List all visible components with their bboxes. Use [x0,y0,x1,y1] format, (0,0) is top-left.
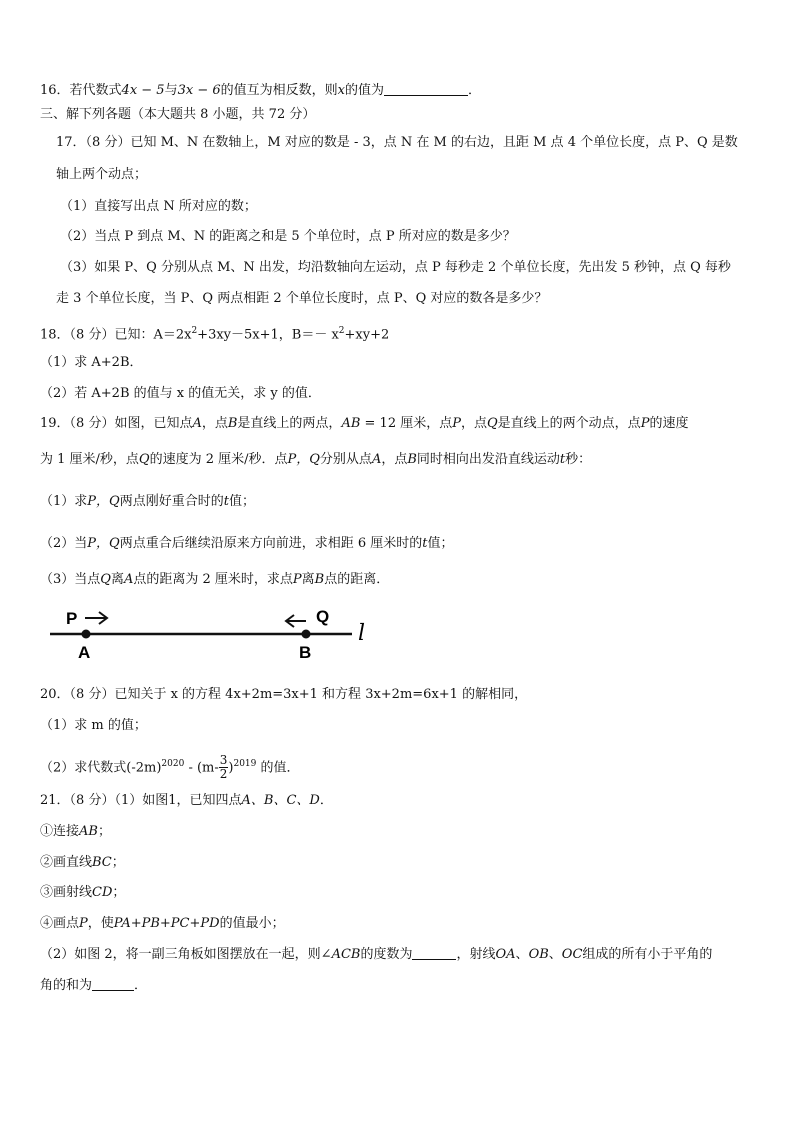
label-b: B [299,643,312,662]
question-19-part1: （1）求P，Q两点刚好重合时的t值； [40,494,255,509]
question-18: 18．（8 分）已知：$A=2x^2+3xy-5x+1$，$B=- x^2+xy+2$ [40,326,390,343]
question-19-line2: 为 1 厘米/秒，点Q的速度为 2 厘米/秒．点P，Q分别从点A，点B同时相向出发沿直线运动t秒： [40,452,592,467]
question-19-part2: （2）当P，Q两点重合后继续沿原来方向前进，求相距 6 厘米时的t值； [40,536,454,551]
question-20-part2: （2）求代数式$(-2m)^{2020} - (m-$ $\frac{3}{2}$ )$^{2019}$ 的值． [40,753,300,782]
question-21-step1: ①连接AB； [40,824,111,839]
question-17-part3-line2: 走 3 个单位长度，当 P、Q 两点相距 2 个单位长度时，点 P、Q 对应的数各是多少？ [56,291,548,306]
number-line-figure [40,598,380,668]
point-b-dot [302,630,311,639]
answer-blank [92,978,134,991]
question-17-part3-line1: （3）如果 P、Q 分别从点 M、N 出发，均沿数轴向左运动，点 P 每秒走 2 个单位长度，先出发 5 秒钟，点 Q 每秒 [60,260,731,275]
arrow-right-icon [85,612,107,624]
label-q: Q [316,607,330,626]
question-16: 16．若代数式4x − 5与3x − 6的值互为相反数，则x的值为 ． [40,83,482,98]
question-20: 20．（8 分）已知关于 x 的方程 4x+2m=3x+1 和方程 3x+2m=6x+1 的解相同， [40,687,528,702]
section-heading: 三、解下列各题（本大题共 8 小题，共 72 分） [40,107,316,122]
answer-blank [412,947,456,960]
question-21-step4: ④画点P，使PA+PB+PC+PD的值最小； [40,916,285,931]
question-17-line1: 17．（8 分）已知 M、N 在数轴上，M 对应的数是 - 3，点 N 在 M 的右边，且距 M 点 4 个单位长度，点 P、Q 是数 [56,135,738,150]
label-l: l [358,621,366,646]
question-21-step2: ②画直线BC； [40,855,125,870]
arrow-left-icon [286,615,306,627]
label-p: P [66,609,78,628]
question-19-part3: （3）当点Q离A点的距离为 2 厘米时，求点P离B点的距离． [40,572,390,587]
question-19-line1: 19．（8 分）如图，已知点A，点B是直线上的两点，AB = 12 厘米，点P，点Q是直线上的两个动点，点P的速度 [40,416,689,431]
question-21-part2-line2: 角的和为 ． [40,978,148,993]
answer-blank [384,83,468,96]
question-20-part1: （1）求 m 的值； [40,718,147,733]
question-17-part2: （2）当点 P 到点 M、N 的距离之和是 5 个单位时，点 P 所对应的数是多少？ [60,229,516,244]
question-21-step3: ③画射线CD； [40,885,126,900]
question-17-part1: （1）直接写出点 N 所对应的数； [60,199,257,214]
question-21-part2-line1: （2）如图 2，将一副三角板如图摆放在一起，则∠ACB的度数为 ，射线OA、OB、OC组成的所有小于平角的 [40,947,713,962]
question-21: 21．（8 分）（1）如图1，已知四点A、B、C、D． [40,793,333,808]
question-18-part1: （1）求 A+2B． [40,355,143,370]
label-a: A [78,643,91,662]
fraction-three-halves: $\frac{3}{2}$ [219,753,228,782]
point-a-dot [82,630,91,639]
question-18-part2: （2）若 A+2B 的值与 x 的值无关，求 y 的值． [40,386,321,401]
question-17-line2: 轴上两个动点； [56,167,148,182]
